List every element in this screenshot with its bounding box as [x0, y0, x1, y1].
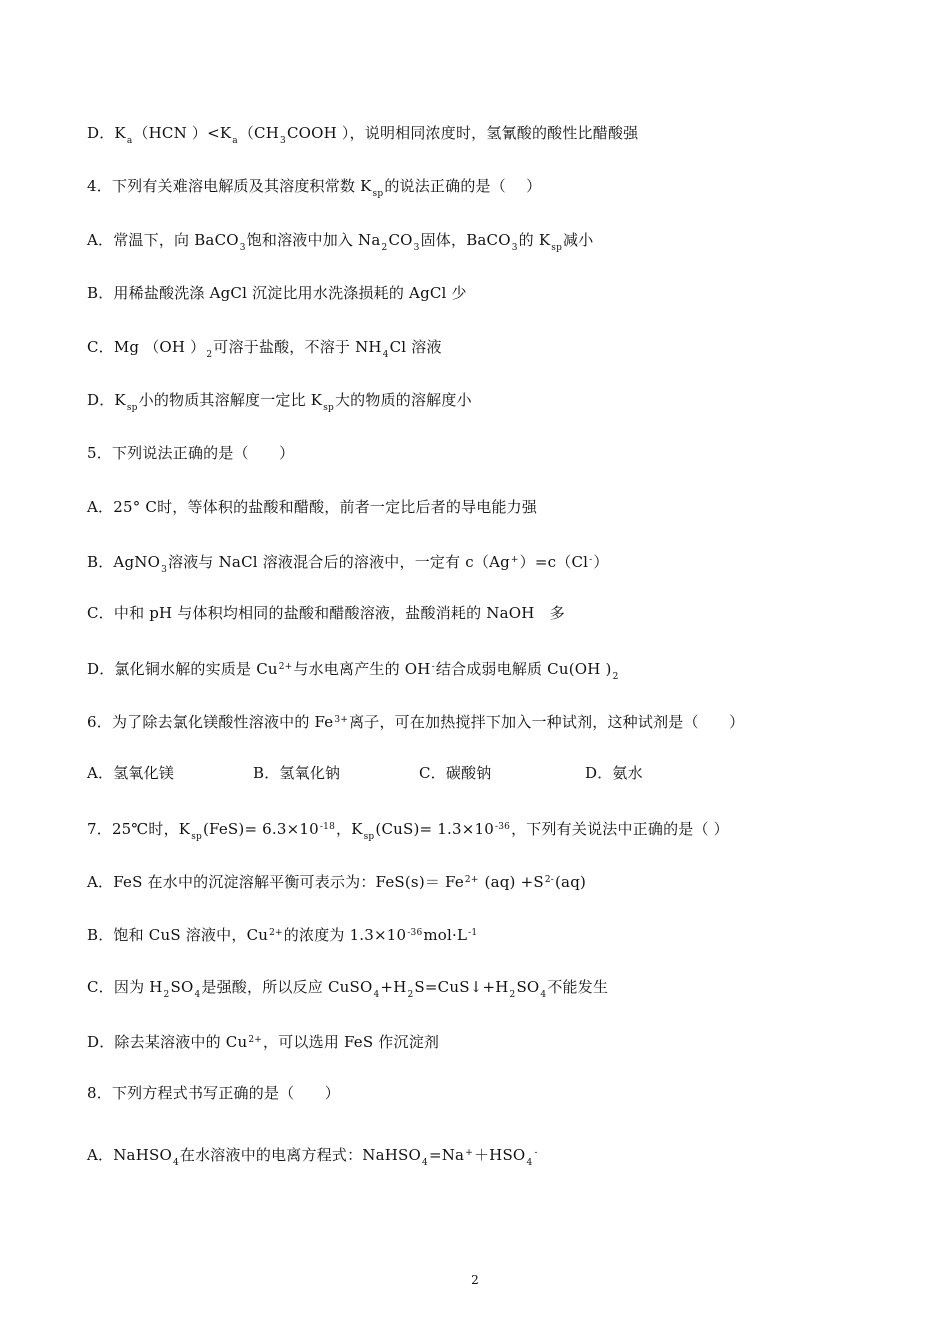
question-8-stem — [87, 1083, 340, 1103]
question-4-option-d — [87, 390, 472, 418]
superscript: - — [589, 555, 593, 565]
text-run: Cl 溶液 — [389, 338, 442, 356]
text-run: ） — [593, 553, 609, 571]
text-run: 减小 — [563, 231, 594, 249]
subscript: sp — [551, 243, 563, 253]
superscript: -36 — [494, 822, 511, 832]
text-run: 大的物质的溶解度小 — [334, 391, 472, 409]
subscript: 3 — [161, 565, 168, 575]
text-run: （HCN ）<K — [133, 124, 232, 142]
subscript: sp — [372, 189, 384, 199]
text-run: ，下列有关说法中正确的是（ ） — [511, 820, 729, 838]
subscript: 3 — [280, 136, 286, 146]
question-4-stem — [87, 176, 541, 204]
question-5-option-c — [87, 603, 565, 623]
subscript: 3 — [239, 243, 246, 253]
text-run: 的说法正确的是（ ） — [384, 177, 542, 195]
question-6-option-d: D．氨水 — [585, 764, 643, 782]
question-6-option-c: C．碳酸钠 — [419, 764, 492, 782]
subscript: 4 — [373, 990, 380, 1000]
subscript: a — [126, 136, 133, 146]
text-run: D．除去某溶液中的 Cu — [87, 1033, 248, 1051]
text-run: 不能发生 — [547, 978, 609, 996]
superscript: 2- — [544, 875, 554, 885]
text-run: C．因为 H — [87, 978, 163, 996]
text-run: (aq) +S — [479, 873, 544, 891]
text-run: CO — [388, 231, 413, 249]
superscript: + — [510, 555, 519, 565]
question-7-stem — [87, 817, 729, 847]
text-run: B．AgNO — [87, 553, 161, 571]
question-7-option-d — [87, 1030, 439, 1052]
question-4-option-b — [87, 283, 467, 303]
text-run: =Na — [428, 1146, 465, 1164]
text-run: ）=c（Cl — [519, 553, 589, 571]
text-run: 5．下列说法正确的是（ ） — [87, 444, 295, 462]
subscript: sp — [363, 832, 375, 842]
question-5-stem — [87, 443, 294, 463]
text-run: ＋HSO — [473, 1146, 526, 1164]
question-7-option-a — [87, 870, 586, 892]
question-4-option-c — [87, 337, 442, 365]
question-4-option-a — [87, 230, 593, 258]
superscript: - — [534, 1148, 538, 1158]
text-run: A．NaHSO — [87, 1146, 172, 1164]
superscript: -1 — [468, 928, 478, 938]
subscript: 4 — [540, 990, 547, 1000]
text-run: C．中和 pH 与体积均相同的盐酸和醋酸溶液，盐酸消耗的 NaOH 多 — [87, 604, 565, 622]
text-run: 可溶于盐酸，不溶于 NH — [213, 338, 382, 356]
question-5-option-d — [87, 657, 620, 687]
question-6-option-a: A．氢氧化镁 — [87, 764, 175, 782]
text-run: 的 K — [518, 231, 551, 249]
text-run: （CH — [238, 124, 279, 142]
text-run: B．饱和 CuS 溶液中，Cu — [87, 926, 269, 944]
superscript: 3+ — [334, 715, 349, 725]
text-run: ，K — [336, 820, 363, 838]
superscript: + — [465, 1148, 473, 1158]
text-run: COOH ），说明相同浓度时，氢氰酸的酸性比醋酸强 — [286, 124, 639, 142]
text-run: D．K — [87, 391, 126, 409]
superscript: 2+ — [278, 662, 293, 672]
question-8-option-a — [87, 1143, 539, 1173]
text-run: 小的物质其溶解度一定比 K — [138, 391, 323, 409]
text-run: 6．为了除去氯化镁酸性溶液中的 Fe — [87, 713, 334, 731]
subscript: 4 — [422, 1158, 428, 1168]
text-run: 7．25℃时，K — [87, 820, 191, 838]
text-run: D．K — [87, 124, 126, 142]
subscript: 2 — [381, 243, 388, 253]
question-5-option-a — [87, 497, 537, 517]
subscript: 4 — [194, 990, 201, 1000]
subscript: 2 — [163, 990, 170, 1000]
question-5-option-b — [87, 550, 609, 580]
question-7-option-b — [87, 923, 478, 945]
text-run: 溶液与 NaCl 溶液混合后的溶液中，一定有 c（Ag — [168, 553, 510, 571]
text-run: 固体，BaCO — [420, 231, 511, 249]
text-run: mol·L — [423, 926, 468, 944]
text-run: 饱和溶液中加入 Na — [246, 231, 381, 249]
subscript: 3 — [413, 243, 420, 253]
subscript: 3 — [511, 243, 518, 253]
text-run: A．常温下，向 BaCO — [87, 231, 239, 249]
subscript: a — [232, 136, 238, 146]
text-run: (CuS)= 1.3×10 — [375, 820, 494, 838]
subscript: sp — [126, 403, 138, 413]
text-run: 结合成弱电解质 Cu(OH ) — [435, 660, 612, 678]
text-run: D．氯化铜水解的实质是 Cu — [87, 660, 278, 678]
page-number: 2 — [471, 1273, 479, 1287]
text-run: A．25° C时，等体积的盐酸和醋酸，前者一定比后者的导电能力强 — [87, 498, 538, 516]
text-run: SO — [170, 978, 194, 996]
question-6-stem — [87, 710, 744, 732]
text-run: SO — [516, 978, 540, 996]
text-run: S=CuS↓+H — [414, 978, 509, 996]
text-run: 4．下列有关难溶电解质及其溶度积常数 K — [87, 177, 372, 195]
superscript: -18 — [319, 822, 335, 832]
subscript: 4 — [172, 1158, 179, 1168]
superscript: 2+ — [248, 1035, 263, 1045]
text-run: C．Mg （OH ） — [87, 338, 206, 356]
subscript: 2 — [206, 350, 213, 360]
superscript: 2+ — [464, 875, 479, 885]
text-run: +H — [380, 978, 407, 996]
subscript: 2 — [612, 672, 619, 682]
superscript: 2+ — [269, 928, 283, 938]
text-run: 8．下列方程式书写正确的是（ ） — [87, 1084, 340, 1102]
text-run: ，可以选用 FeS 作沉淀剂 — [263, 1033, 440, 1051]
text-run: 的浓度为 1.3×10 — [283, 926, 407, 944]
question-6-options — [87, 763, 751, 783]
question-3-option-d — [87, 123, 638, 151]
subscript: 2 — [509, 990, 516, 1000]
text-run: 在水溶液中的电离方程式：NaHSO — [179, 1146, 422, 1164]
text-run: A．FeS 在水中的沉淀溶解平衡可表示为：FeS(s)＝ Fe — [87, 873, 464, 891]
subscript: 4 — [526, 1158, 533, 1168]
superscript: -36 — [407, 928, 423, 938]
text-run: 与水电离产生的 OH — [293, 660, 431, 678]
superscript: - — [431, 662, 435, 672]
subscript: sp — [323, 403, 334, 413]
question-7-option-c — [87, 977, 608, 1005]
subscript: 4 — [382, 350, 389, 360]
text-run: 是强酸，所以反应 CuSO — [201, 978, 373, 996]
text-run: (aq) — [555, 873, 587, 891]
text-run: (FeS)= 6.3×10 — [203, 820, 319, 838]
text-run: B．用稀盐酸洗涤 AgCl 沉淀比用水洗涤损耗的 AgCl 少 — [87, 284, 467, 302]
subscript: 2 — [407, 990, 414, 1000]
subscript: sp — [191, 832, 202, 842]
text-run: 离子，可在加热搅拌下加入一种试剂，这种试剂是（ ） — [349, 713, 745, 731]
question-6-option-b: B．氢氧化钠 — [253, 764, 341, 782]
